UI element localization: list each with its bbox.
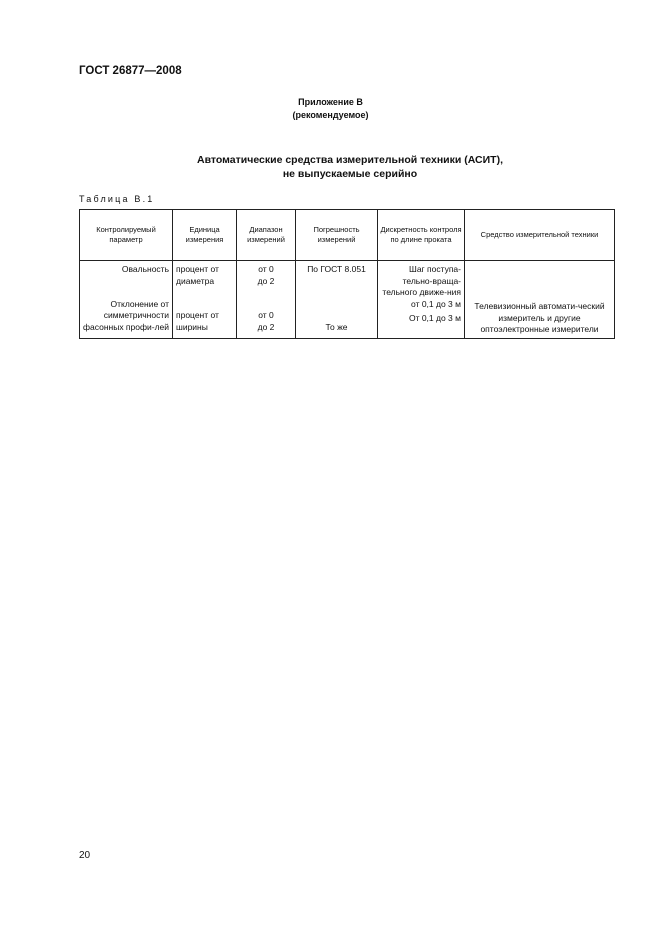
table-header-row xyxy=(80,210,615,261)
row-1-error: По ГОСТ 8.051 xyxy=(307,264,366,274)
header-error: Погрешность измерений xyxy=(296,210,378,261)
page-number: 20 xyxy=(79,850,91,861)
cell-range xyxy=(237,261,296,339)
cell-parameter xyxy=(80,261,173,339)
appendix-label: Приложение В xyxy=(298,97,363,107)
appendix-status: (рекомендуемое) xyxy=(292,110,369,120)
table-row xyxy=(80,261,615,339)
table-label: Таблица В.1 xyxy=(79,194,155,204)
header-range: Диапазон измерений xyxy=(237,210,296,261)
cell-discreteness xyxy=(378,261,465,339)
header-discreteness: Дискретность контроля по длине проката xyxy=(378,210,465,261)
row-1-range-from: от 0 xyxy=(258,264,274,274)
row-2-range-from: от 0 xyxy=(258,310,274,320)
title-line-2: не выпускаемые серийно xyxy=(282,168,418,180)
title-line-1: Автоматические средства измерительной техники (АСИТ), xyxy=(196,154,504,166)
instrument-text: Телевизионный автомати-ческий измеритель и другие оптоэлектронные измерители xyxy=(474,301,605,334)
cell-error xyxy=(296,261,378,339)
row-1-unit: процент от диаметра xyxy=(176,264,219,286)
header-unit: Единица измерения xyxy=(173,210,237,261)
document-code: ГОСТ 26877—2008 xyxy=(79,65,182,77)
row-2-error: То же xyxy=(325,321,348,332)
row-2-range-to: до 2 xyxy=(257,321,275,332)
row-2-discreteness: От 0,1 до 3 м xyxy=(408,313,461,323)
page-title xyxy=(0,153,661,181)
row-1-discreteness: Шаг поступа-тельно-враща-тельного движе-ния от 0,1 до 3 м xyxy=(382,264,461,309)
row-1-range-to: до 2 xyxy=(257,275,275,286)
header-parameter: Контролируемый параметр xyxy=(80,210,173,261)
cell-instrument xyxy=(465,261,615,339)
cell-unit xyxy=(173,261,237,339)
measurement-table xyxy=(79,209,615,339)
row-2-parameter: Отклонение от симметричности фасонных профи-лей xyxy=(83,298,169,332)
appendix-heading xyxy=(0,96,661,122)
header-instrument: Средство измерительной техники xyxy=(465,210,615,261)
row-1-parameter: Овальность xyxy=(121,264,169,274)
row-2-unit: процент от ширины xyxy=(176,310,219,332)
